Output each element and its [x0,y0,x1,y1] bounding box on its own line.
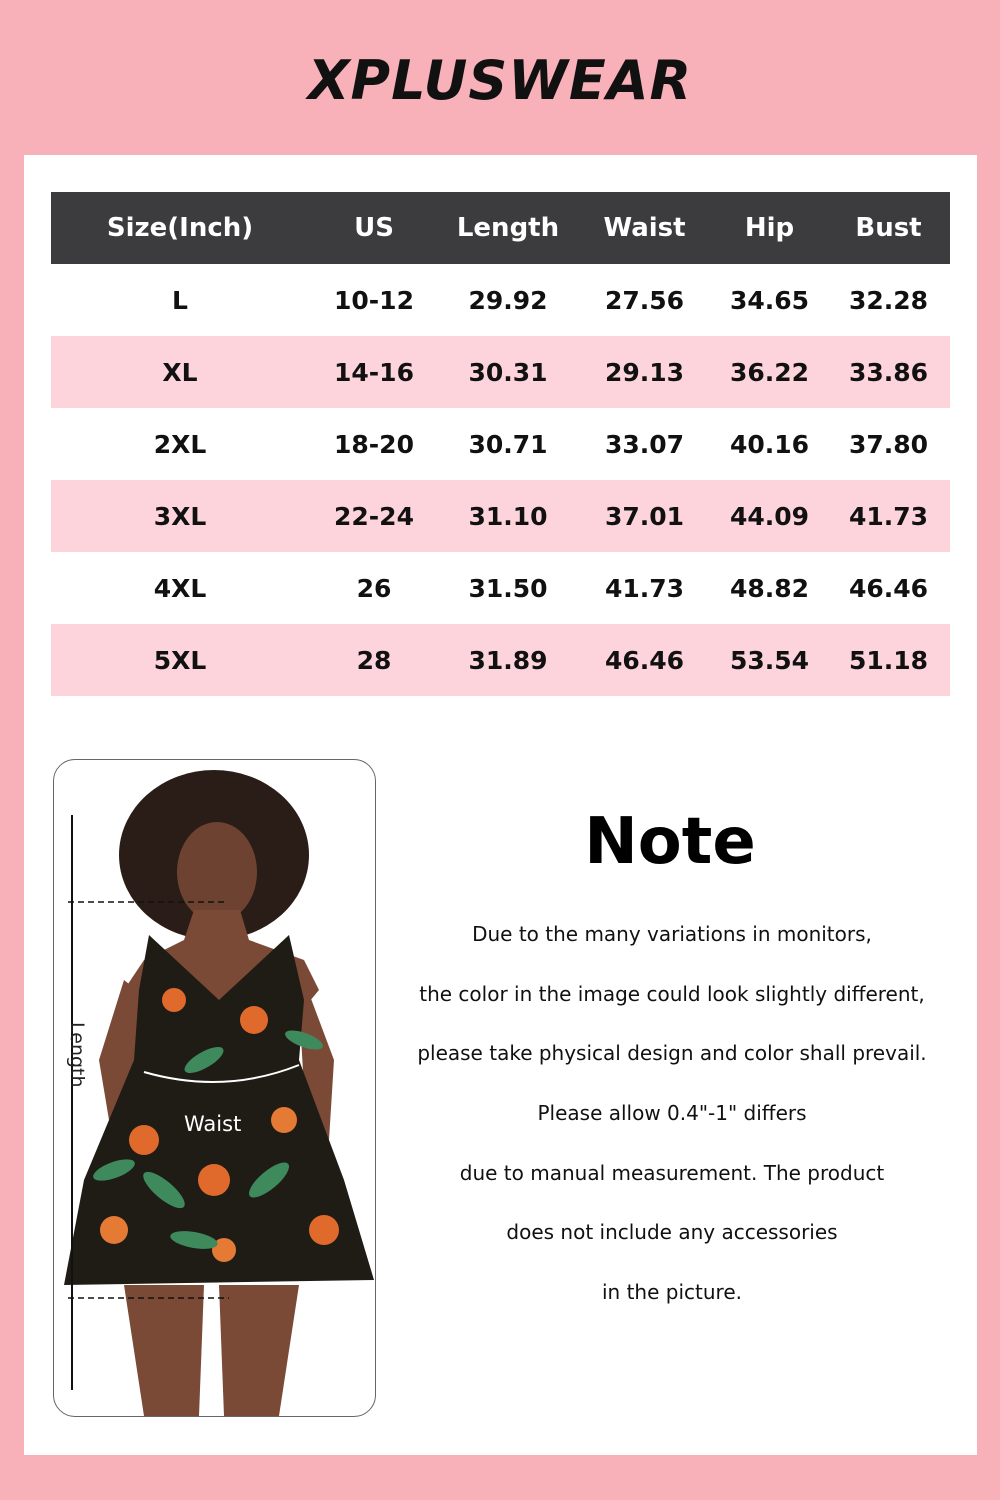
cell-bust: 51.18 [827,624,950,696]
model-photo [53,759,376,1417]
note-line: Please allow 0.4"-1" differs [537,1101,807,1126]
cell-us: 26 [356,573,392,603]
cell-hip: 40.16 [729,429,810,459]
cell-bust: 33.86 [827,336,950,408]
cell-size: 3XL [51,480,309,552]
cell-length: 31.50 [468,573,548,603]
waist-label: Waist [184,1112,242,1136]
cell-size: 2XL [153,429,207,459]
cell-us: 10-12 [334,285,414,315]
note-line: please take physical design and color shall prevail. [417,1041,927,1066]
cell-bust: 37.80 [848,429,929,459]
cell-hip: 53.54 [712,624,827,696]
table-row [51,552,950,624]
cell-us: 22-24 [309,480,439,552]
cell-size: XL [51,336,309,408]
note-line: Due to the many variations in monitors, [472,922,872,946]
note-line: in the picture. [602,1280,742,1305]
cell-waist: 27.56 [604,285,685,315]
header-bust: Bust [827,192,950,264]
length-label: Length [66,1022,88,1088]
cell-size: L [172,285,188,315]
cell-size: 4XL [153,573,207,603]
cell-length: 29.92 [468,285,548,315]
note-title: Note [584,805,756,879]
header-waist: Waist [577,192,712,264]
cell-hip: 48.82 [729,573,810,603]
face-shape [177,822,257,922]
cell-hip: 36.22 [712,336,827,408]
brand-logo: XPLUSWEAR [307,48,693,112]
cell-waist: 29.13 [577,336,712,408]
header-us: US [309,192,439,264]
cell-hip: 44.09 [712,480,827,552]
note-line: does not include any accessories [506,1220,838,1245]
table-row [51,264,950,336]
cell-us: 14-16 [309,336,439,408]
model-illustration [54,760,375,1416]
cell-waist: 33.07 [604,429,685,459]
content-card [24,155,977,1455]
cell-bust: 32.28 [848,285,929,315]
cell-length: 30.31 [439,336,577,408]
cell-waist: 41.73 [604,573,685,603]
left-leg-shape [124,1285,204,1416]
table-row [51,336,950,408]
cell-waist: 46.46 [577,624,712,696]
cell-us: 18-20 [334,429,414,459]
cell-bust: 41.73 [827,480,950,552]
brand-header [0,40,1000,120]
size-chart-table [51,192,950,696]
cell-waist: 37.01 [577,480,712,552]
note-text [394,919,950,1337]
note-line: due to manual measurement. The product [459,1160,885,1185]
cell-length: 31.89 [439,624,577,696]
header-size: Size(Inch) [51,192,309,264]
cell-length: 30.71 [468,429,548,459]
note-line: the color in the image could look slightly different, [419,981,925,1006]
header-hip: Hip [712,192,827,264]
cell-hip: 34.65 [729,285,810,315]
table-header-row [51,192,950,264]
table-row [51,624,950,696]
cell-size: 5XL [51,624,309,696]
table-row [51,480,950,552]
header-length: Length [439,192,577,264]
cell-length: 31.10 [439,480,577,552]
right-leg-shape [219,1285,299,1416]
cell-bust: 46.46 [848,573,929,603]
table-row [51,408,950,480]
cell-us: 28 [309,624,439,696]
